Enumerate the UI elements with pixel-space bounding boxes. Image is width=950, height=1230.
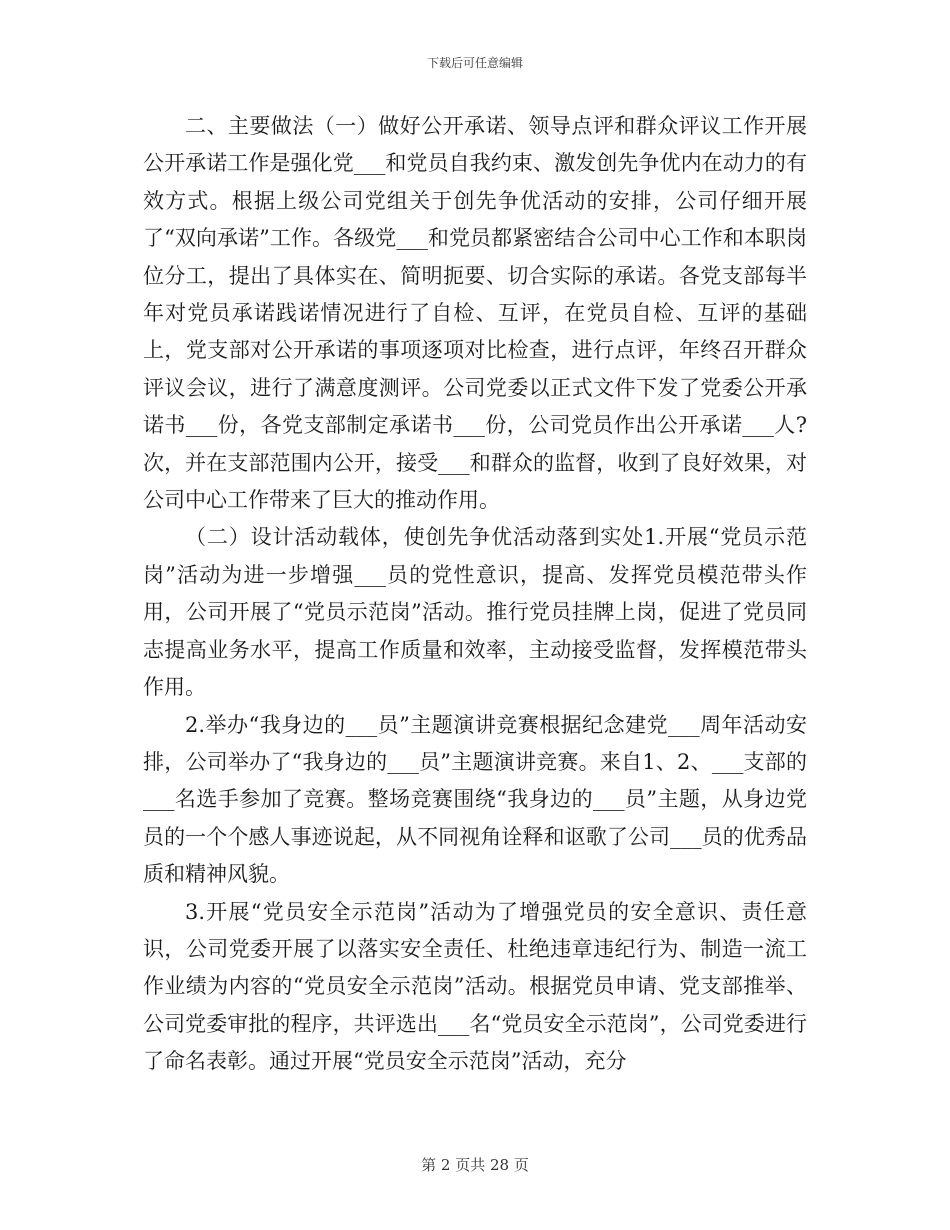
page-header: 下载后可任意编辑 (426, 56, 523, 70)
document-body (143, 108, 807, 1081)
page-number: 第 2 页共 28 页 (421, 1156, 529, 1174)
paragraph-speech-contest: 2.举办“我身边的___员”主题演讲竞赛根据纪念建党___周年活动安排，公司举办了“我身边的___员”主题演讲竞赛。来自1、2、___支部的___名选手参加了竞赛。整场竞赛围绕“我身边的___员”主题，从身边党员的一个个感人事迹说起，从不同视角诠释和讴歌了公司___员的优秀品质和精神风貌。 (143, 712, 807, 887)
paragraph-main-practices: 二、主要做法（一）做好公开承诺、领导点评和群众评议工作开展公开承诺工作是强化党___和党员自我约束、激发创先争优内在动力的有效方式。根据上级公司党组关于创先争优活动的安排，公司仔细开展了“双向承诺”工作。各级党___和党员都紧密结合公司中心工作和本职岗位分工，提出了具体实在、简明扼要、切合实际的承诺。各党支部每半年对党员承诺践诺情况进行了自检、互评，在党员自检、互评的基础上，党支部对公开承诺的事项逐项对比检查，进行点评，年终召开群众评议会议，进行了满意度测评。公司党委以正式文件下发了党委公开承诺书___份，各党支部制定承诺书___份，公司党员作出公开承诺___人?次，并在支部范围内公开，接受___和群众的监督，收到了良好效果，对公司中心工作带来了巨大的推动作用。 (143, 114, 807, 513)
paragraph-activity-carriers: （二）设计活动载体，使创先争优活动落到实处1.开展“党员示范岗”活动为进一步增强___员的党性意识，提高、发挥党员模范带头作用，公司开展了“党员示范岗”活动。推行党员挂牌上岗，促进了党员同志提高业务水平，提高工作质量和效率，主动接受监督，发挥模范带头作用。 (143, 525, 807, 700)
paragraph-safety-post: 3.开展“党员安全示范岗”活动为了增强党员的安全意识、责任意识，公司党委开展了以落实安全责任、杜绝违章违纪行为、制造一流工作业绩为内容的“党员安全示范岗”活动。根据党员申请、党支部推举、公司党委审批的程序，共评选出___名“党员安全示范岗”，公司党委进行了命名表彰。通过开展“党员安全示范岗”活动，充分 (143, 899, 807, 1074)
